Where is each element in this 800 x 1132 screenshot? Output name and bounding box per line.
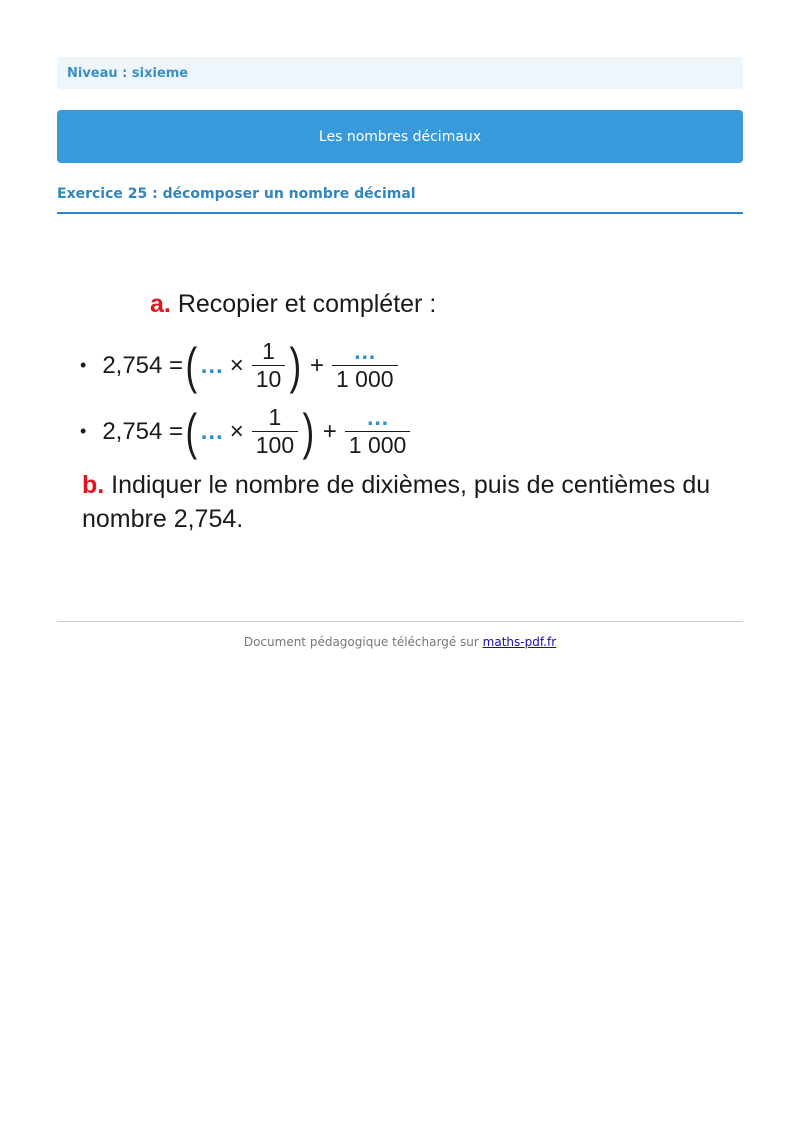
close-paren: ) <box>289 337 302 394</box>
fraction-numerator-blank: … <box>366 404 390 430</box>
exercise-content <box>60 290 740 550</box>
fraction-denominator: 100 <box>252 431 298 457</box>
part-b-marker: b. <box>82 471 105 499</box>
open-paren: ( <box>185 403 198 460</box>
bullet: • <box>80 421 87 441</box>
fraction-denominator: 1 000 <box>345 431 411 457</box>
footer <box>57 635 743 649</box>
part-b-text: Indiquer le nombre de dixièmes, puis de centièmes du nombre 2,754. <box>82 471 711 533</box>
chapter-title: Les nombres décimaux <box>318 128 482 145</box>
fraction-numerator: 1 <box>262 338 275 364</box>
level-badge <box>57 57 743 89</box>
plus-sign: + <box>309 351 324 379</box>
fraction <box>252 406 298 457</box>
part-a-text: Recopier et compléter : <box>177 290 437 318</box>
exercise-title: Exercice 25 : décomposer un nombre décimal <box>57 186 743 214</box>
part-a-marker: a. <box>150 290 171 318</box>
times-sign: × <box>229 417 244 445</box>
chapter-title-banner <box>57 110 743 163</box>
footer-text: Document pédagogique téléchargé sur <box>243 635 479 649</box>
footer-link[interactable]: maths-pdf.fr <box>482 635 557 649</box>
bullet: • <box>80 355 87 375</box>
blank: … <box>199 351 224 379</box>
times-sign: × <box>229 351 244 379</box>
equation-lhs: 2,754 = <box>102 417 184 445</box>
part-b-instruction <box>82 468 722 536</box>
fraction-denominator: 1 000 <box>332 365 398 391</box>
equation-1 <box>80 337 400 394</box>
fraction <box>332 340 398 391</box>
fraction-denominator: 10 <box>252 365 286 391</box>
close-paren: ) <box>302 403 315 460</box>
open-paren: ( <box>185 337 198 394</box>
part-a-instruction <box>150 290 436 319</box>
fraction-numerator-blank: … <box>353 338 377 364</box>
fraction <box>345 406 411 457</box>
blank: … <box>199 417 224 445</box>
plus-sign: + <box>322 417 337 445</box>
fraction-numerator: 1 <box>268 404 282 430</box>
fraction <box>252 340 286 391</box>
equation-2 <box>80 403 412 460</box>
equation-lhs: 2,754 = <box>102 351 184 379</box>
level-label: Niveau : sixieme <box>67 65 189 81</box>
footer-divider <box>57 621 743 622</box>
